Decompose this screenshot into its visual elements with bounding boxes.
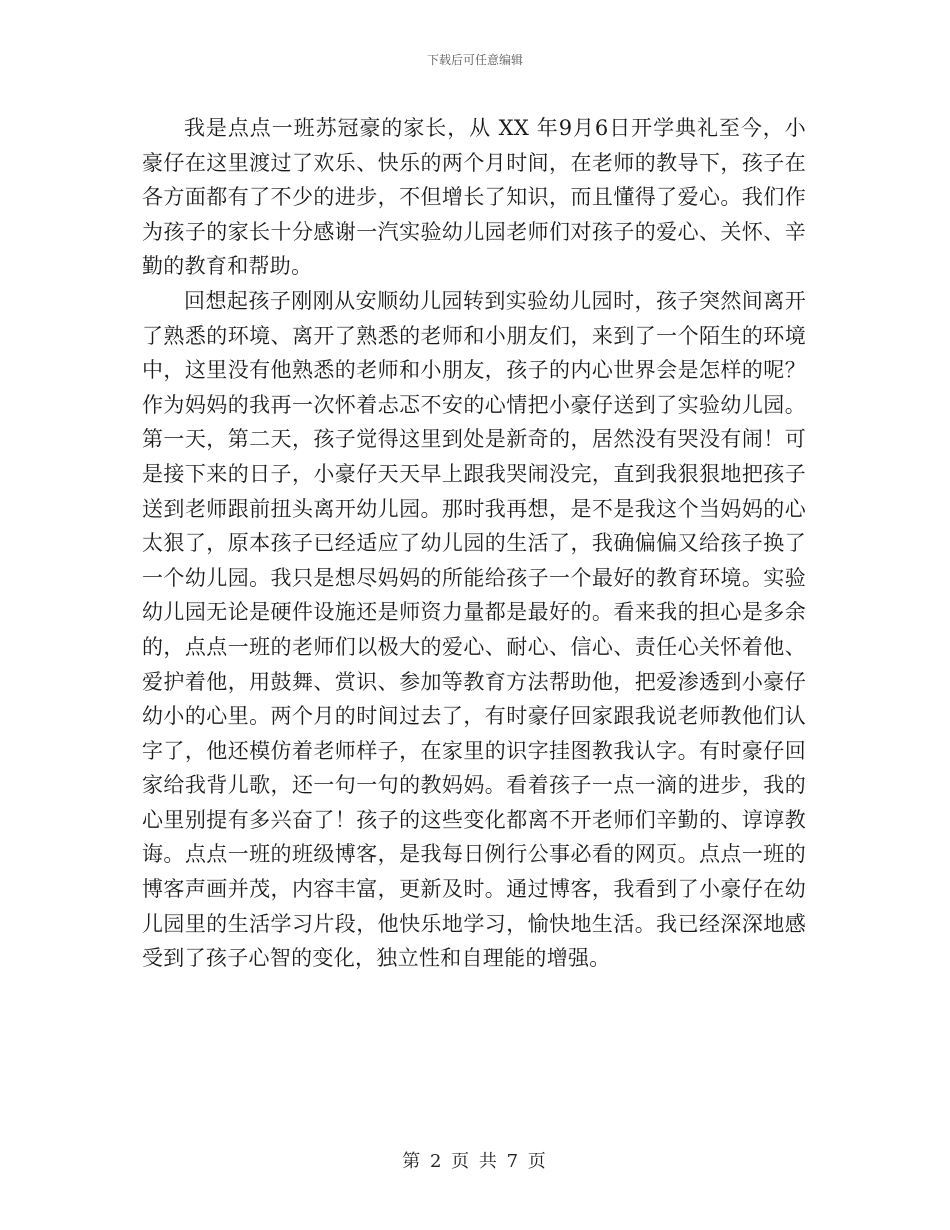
document-body [142, 111, 806, 976]
paragraph-1: 我是点点一班苏冠豪的家长，从 XX 年9月6日开学典礼至今，小豪仔在这里渡过了欢乐、快乐的两个月时间，在老师的教导下，孩子在各方面都有了不少的进步，不但增长了知识，而且懂得了爱心。我们作为孩子的家长十分感谢一汽实验幼儿园老师们对孩子的爱心、关怀、辛勤的教育和帮助。 [142, 116, 806, 279]
paragraph-2: 回想起孩子刚刚从安顺幼儿园转到实验幼儿园时，孩子突然间离开了熟悉的环境、离开了熟悉的老师和小朋友们，来到了一个陌生的环境中，这里没有他熟悉的老师和小朋友，孩子的内心世界会是怎样的呢？作为妈妈的我再一次怀着忐忑不安的心情把小豪仔送到了实验幼儿园。第一天，第二天，孩子觉得这里到处是新奇的，居然没有哭没有闹！可是接下来的日子，小豪仔天天早上跟我哭闹没完，直到我狠狠地把孩子送到老师跟前扭头离开幼儿园。那时我再想，是不是我这个当妈妈的心太狠了，原本孩子已经适应了幼儿园的生活了，我确偏偏又给孩子换了一个幼儿园。我只是想尽妈妈的所能给孩子一个最好的教育环境。实验幼儿园无论是硬件设施还是师资力量都是最好的。看来我的担心是多余的，点点一班的老师们以极大的爱心、耐心、信心、责任心关怀着他、爱护着他，用鼓舞、赏识、参加等教育方法帮助他，把爱渗透到小豪仔幼小的心里。两个月的时间过去了，有时豪仔回家跟我说老师教他们认字了，他还模仿着老师样子，在家里的识字挂图教我认字。有时豪仔回家给我背儿歌，还一句一句的教妈妈。看着孩子一点一滴的进步，我的心里别提有多兴奋了！孩子的这些变化都离不开老师们辛勤的、谆谆教诲。点点一班的班级博客，是我每日例行公事必看的网页。点点一班的博客声画并茂，内容丰富，更新及时。通过博客，我看到了小豪仔在幼儿园里的生活学习片段，他快乐地学习，愉快地生活。我已经深深地感受到了孩子心智的变化，独立性和自理能的增强。 [142, 288, 806, 971]
page-header: 下载后可任意编辑 [426, 53, 523, 67]
page-footer: 第 2 页 共 7 页 [402, 1151, 548, 1172]
